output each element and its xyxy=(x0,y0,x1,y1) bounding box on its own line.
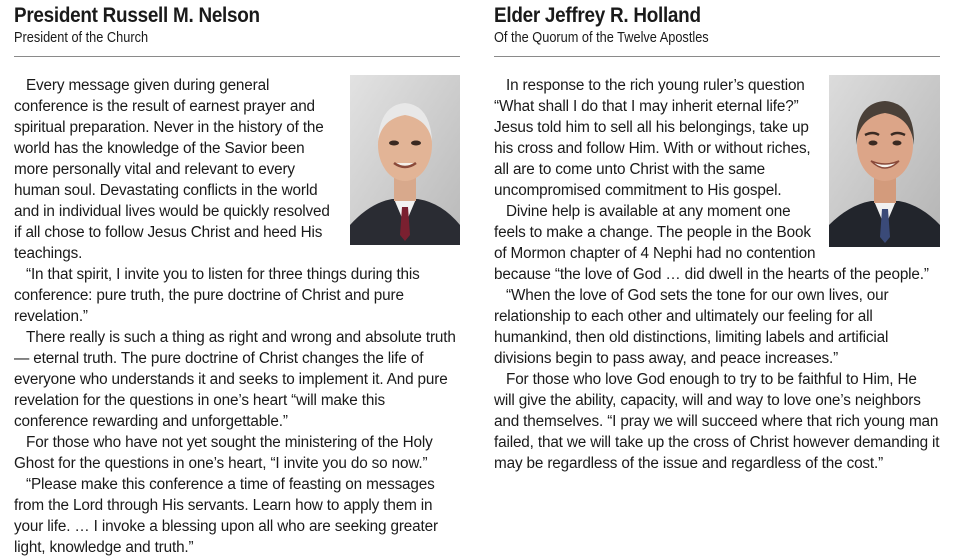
article-body xyxy=(494,75,940,474)
nelson-column xyxy=(14,0,460,556)
holland-column xyxy=(494,0,940,540)
paragraph: For those who have not yet sought the ministering of the Holy Ghost for the questions in one’s heart, “I invite you do so now.” xyxy=(14,434,433,472)
divider xyxy=(494,56,940,57)
portrait-photo xyxy=(829,75,940,247)
divider xyxy=(14,56,460,57)
paragraph: “When the love of God sets the tone for our own lives, our relationship to each other and ultimately our feeling for all humankind, then old distinctions, limiting labels and artificial divisions begin to pass away, and peace increases.” xyxy=(494,287,889,367)
paragraph: “Please make this conference a time of feasting on messages from the Lord through His servants. Learn how to apply them in your life. … I invoke a blessing upon all who are seeking greater light, knowledge and truth.” xyxy=(14,476,438,556)
paragraph: In response to the rich young ruler’s question “What shall I do that I may inherit eternal life?” Jesus told him to sell all his belongings, take up his cross and follow Him. With or without riches, all are to come unto Christ with the same uncompromised commitment to His gospel. xyxy=(494,77,811,199)
paragraph: There really is such a thing as right and wrong and absolute truth — eternal truth. The pure doctrine of Christ changes the life of everyone who understands it and seeks to implement it. And pure revelation for the questions in one’s heart “will make this conference rewarding and unforgettable.” xyxy=(14,329,456,430)
portrait-photo xyxy=(350,75,460,245)
paragraph: Every message given during general conference is the result of earnest prayer and spiritual preparation. Never in the history of the world has the knowledge of the Savior been more personally vital and relevant to every human soul. Devastating conflicts in the world and in individual lives would be quickly resolved if all chose to follow Jesus Christ and heed His teachings. xyxy=(14,77,330,262)
paragraph: Divine help is available at any moment one feels to make a change. The people in the Book of Mormon chapter of 4 Nephi had no contention because “the love of God … did dwell in the hearts of the people.” xyxy=(494,203,929,283)
speaker-name: Elder Jeffrey R. Holland xyxy=(494,4,701,27)
speaker-title: Of the Quorum of the Twelve Apostles xyxy=(494,30,709,46)
speaker-name: President Russell M. Nelson xyxy=(14,4,260,27)
speaker-title: President of the Church xyxy=(14,30,149,46)
paragraph: “In that spirit, I invite you to listen for three things during this conference: pure truth, the pure doctrine of Christ and pure revelation.” xyxy=(14,266,420,325)
paragraph: For those who love God enough to try to be faithful to Him, He will give the ability, capacity, will and way to love one’s neighbors and themselves. “I pray we will succeed where that rich young man failed, that we will take up the cross of Christ however demanding it may be regardless of the issue and regardless of the cost.” xyxy=(494,371,940,472)
article-body xyxy=(14,75,460,558)
